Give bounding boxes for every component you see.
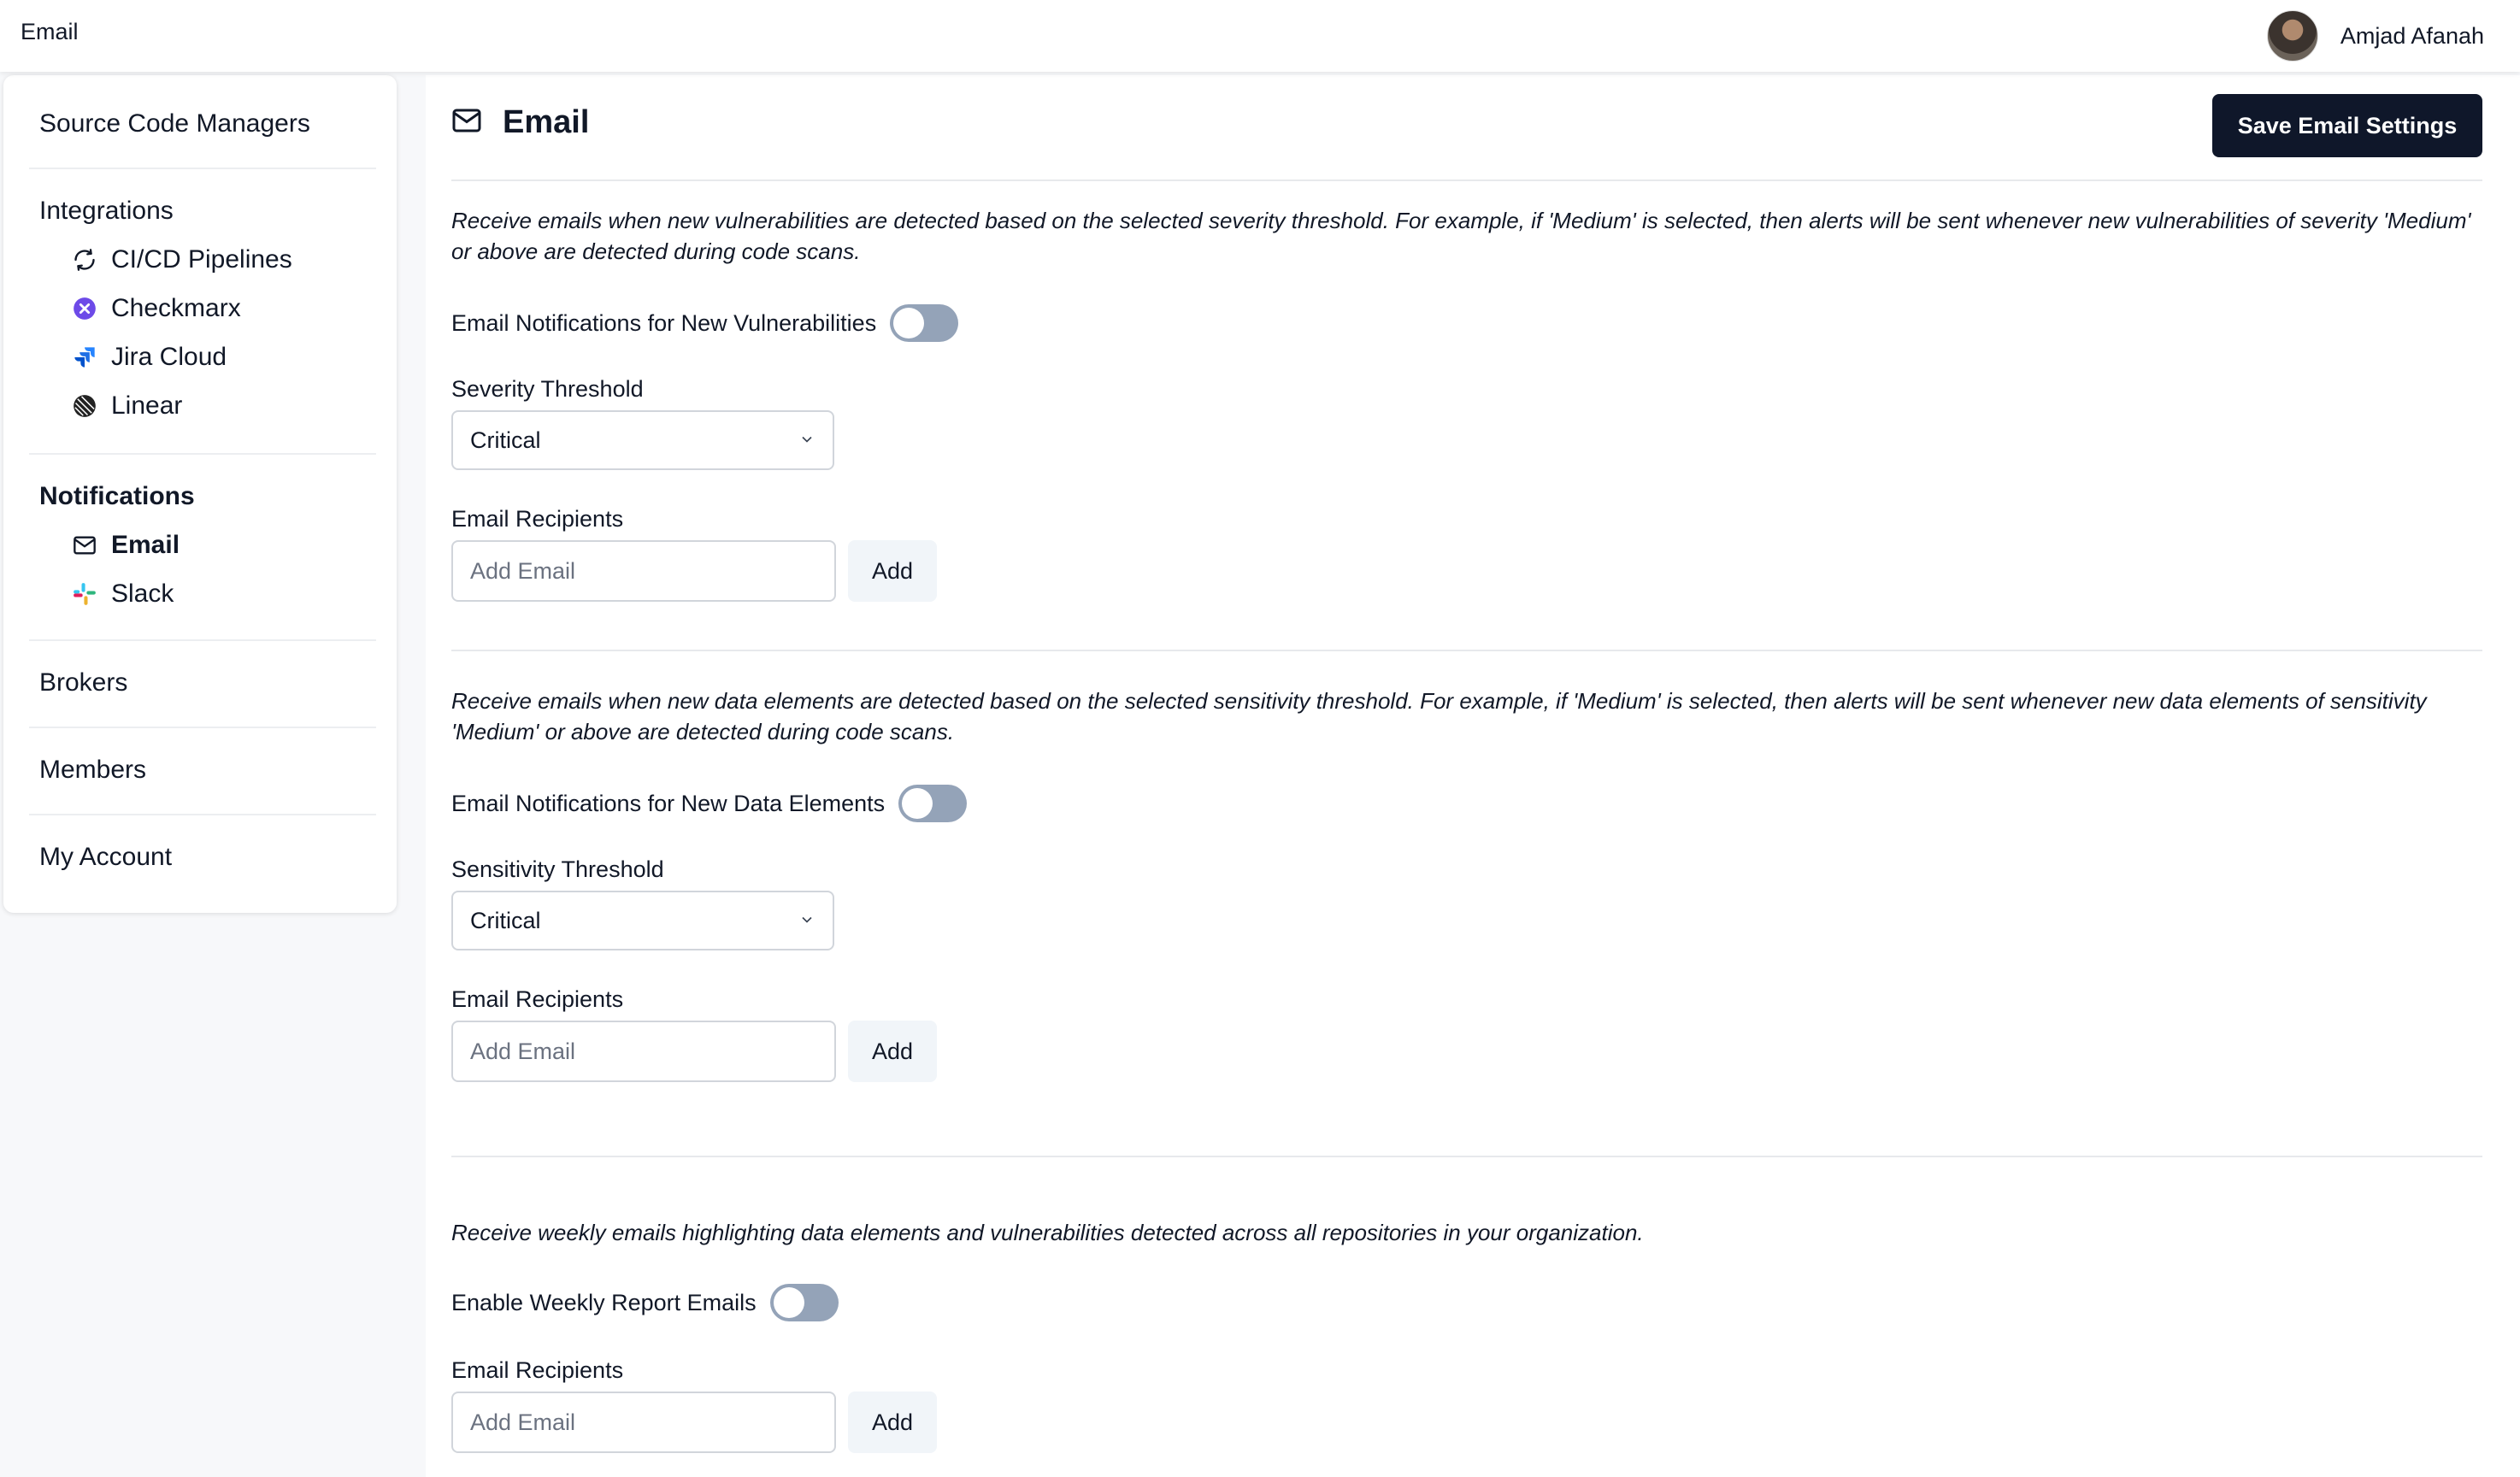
sidebar-item-my-account[interactable]: My Account bbox=[39, 843, 173, 871]
sidebar-item-linear[interactable] bbox=[72, 387, 182, 425]
user-name: Amjad Afanah bbox=[2340, 22, 2484, 49]
page-header-title: Email bbox=[21, 19, 79, 44]
sensitivity-threshold-label: Sensitivity Threshold bbox=[451, 856, 664, 882]
divider bbox=[451, 1156, 2482, 1157]
vulnerabilities-email-input[interactable] bbox=[451, 540, 836, 602]
sidebar-item-checkmarx[interactable] bbox=[72, 290, 241, 327]
email-recipients-label: Email Recipients bbox=[451, 506, 624, 532]
jira-icon bbox=[72, 344, 97, 370]
weekly-description: Receive weekly emails highlighting data elements and vulnerabilities detected across all repositories in your organization. bbox=[451, 1220, 1644, 1245]
sidebar-divider bbox=[29, 453, 376, 455]
sidebar-item-label: Slack bbox=[111, 580, 174, 608]
linear-icon bbox=[72, 393, 97, 419]
data-elements-toggle-label: Email Notifications for New Data Elements bbox=[451, 790, 886, 816]
sidebar-item-label: Checkmarx bbox=[111, 294, 241, 322]
sidebar-item-label: CI/CD Pipelines bbox=[111, 245, 292, 274]
data-elements-add-button[interactable]: Add bbox=[848, 1021, 937, 1082]
severity-threshold-select[interactable] bbox=[451, 410, 834, 470]
sidebar-divider bbox=[29, 814, 376, 815]
avatar[interactable] bbox=[2267, 10, 2318, 62]
data-elements-toggle-row bbox=[451, 785, 967, 822]
sidebar-item-members[interactable]: Members bbox=[39, 756, 147, 784]
divider bbox=[451, 179, 2482, 181]
sidebar-divider bbox=[29, 168, 376, 169]
slack-icon bbox=[72, 581, 97, 607]
page-title bbox=[451, 104, 589, 141]
chevron-down-icon bbox=[798, 427, 815, 454]
mail-icon bbox=[451, 105, 482, 140]
severity-threshold-label: Severity Threshold bbox=[451, 376, 644, 402]
refresh-icon bbox=[72, 247, 97, 273]
user-menu[interactable] bbox=[2267, 9, 2484, 63]
sidebar-item-label: Linear bbox=[111, 391, 183, 420]
sidebar-item-label: Email bbox=[111, 531, 180, 559]
checkmarx-icon bbox=[72, 296, 97, 321]
sidebar-section-notifications[interactable]: Notifications bbox=[39, 482, 195, 510]
sensitivity-threshold-value: Critical bbox=[470, 907, 541, 933]
mail-icon bbox=[72, 533, 97, 558]
severity-threshold-value: Critical bbox=[470, 427, 541, 453]
vulnerabilities-toggle-row bbox=[451, 304, 958, 342]
sidebar-item-source-code-managers[interactable]: Source Code Managers bbox=[39, 109, 310, 138]
sensitivity-threshold-select[interactable] bbox=[451, 891, 834, 950]
weekly-add-button[interactable]: Add bbox=[848, 1392, 937, 1453]
weekly-toggle[interactable] bbox=[770, 1284, 839, 1321]
main-panel bbox=[426, 75, 2520, 1477]
sidebar-item-cicd-pipelines[interactable] bbox=[72, 241, 292, 279]
weekly-toggle-label: Enable Weekly Report Emails bbox=[451, 1289, 757, 1315]
sidebar-item-label: Jira Cloud bbox=[111, 343, 227, 371]
email-recipients-label: Email Recipients bbox=[451, 986, 624, 1012]
data-elements-description: Receive emails when new data elements are detected based on the selected sensitivity threshold. For example, if 'Medium' is selected, then alerts will be sent whenever new data elements of sensitivity 'Medium' or above are detected during code scans. bbox=[451, 688, 2427, 744]
email-recipients-label: Email Recipients bbox=[451, 1357, 624, 1383]
divider bbox=[451, 650, 2482, 651]
sidebar-divider bbox=[29, 727, 376, 728]
data-elements-email-input[interactable] bbox=[451, 1021, 836, 1082]
sidebar-item-email[interactable] bbox=[72, 527, 180, 564]
chevron-down-icon bbox=[798, 908, 815, 934]
weekly-email-input[interactable] bbox=[451, 1392, 836, 1453]
vulnerabilities-add-button[interactable]: Add bbox=[848, 540, 937, 602]
vulnerabilities-description: Receive emails when new vulnerabilities are detected based on the selected severity threshold. For example, if 'Medium' is selected, then alerts will be sent whenever new vulnerabilities of severity 'Medium' or above are detected during code scans. bbox=[451, 208, 2471, 264]
top-bar bbox=[0, 0, 2520, 72]
sidebar-divider bbox=[29, 639, 376, 641]
vulnerabilities-toggle[interactable] bbox=[890, 304, 958, 342]
sidebar-item-jira-cloud[interactable] bbox=[72, 338, 227, 376]
save-email-settings-button[interactable]: Save Email Settings bbox=[2212, 94, 2482, 157]
sidebar-section-integrations[interactable]: Integrations bbox=[39, 197, 174, 225]
weekly-toggle-row bbox=[451, 1284, 839, 1321]
sidebar-item-brokers[interactable]: Brokers bbox=[39, 668, 128, 697]
page-title-text: Email bbox=[503, 104, 590, 140]
data-elements-toggle[interactable] bbox=[898, 785, 967, 822]
sidebar-item-slack[interactable] bbox=[72, 575, 174, 613]
vulnerabilities-toggle-label: Email Notifications for New Vulnerabilities bbox=[451, 309, 877, 336]
sidebar bbox=[3, 75, 397, 913]
